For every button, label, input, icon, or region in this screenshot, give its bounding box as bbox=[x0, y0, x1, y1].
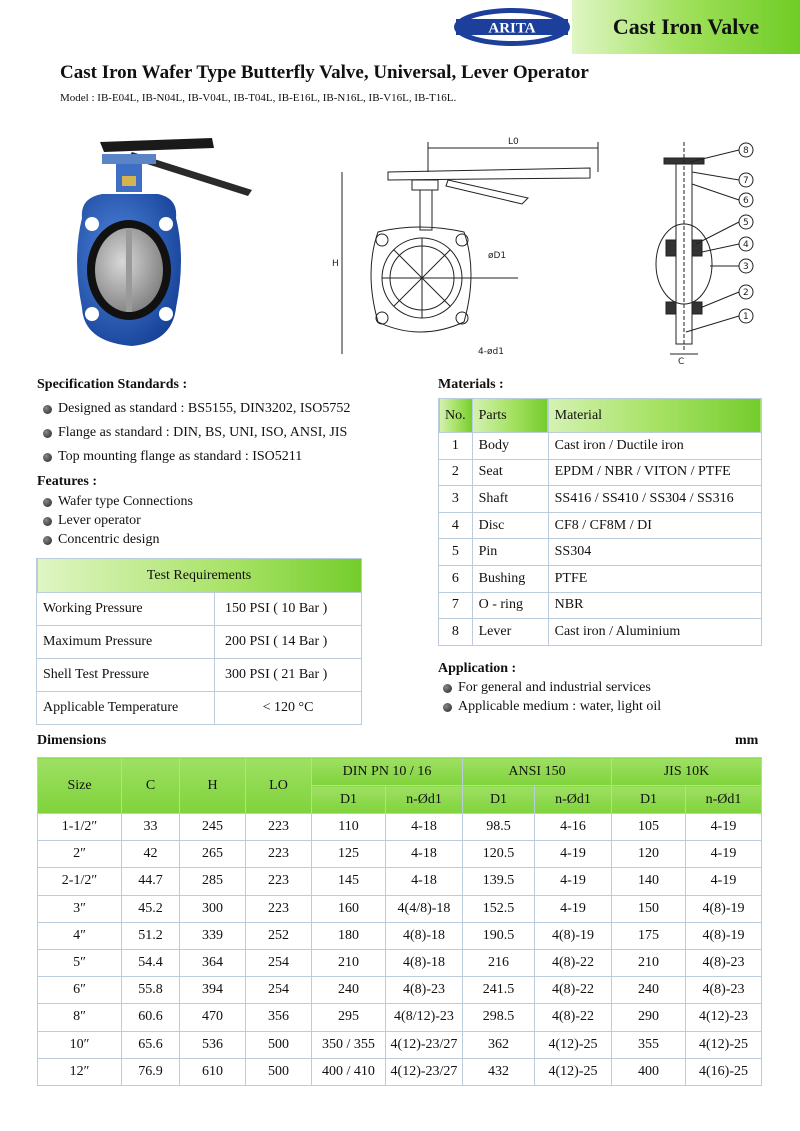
table-row bbox=[38, 1031, 762, 1058]
category-banner: Cast Iron Valve bbox=[572, 0, 800, 54]
feature-item: Lever operator bbox=[43, 513, 141, 529]
materials-heading: Materials : bbox=[438, 377, 504, 392]
dimension-cell: 4(16)-25 bbox=[686, 1058, 762, 1085]
size-cell: 3″ bbox=[38, 895, 122, 922]
table-row: Applicable Temperature < 120 °C bbox=[37, 692, 362, 725]
table-row: 3 Shaft SS416 / SS410 / SS304 / SS316 bbox=[439, 486, 762, 513]
dimensions-heading: Dimensions bbox=[37, 733, 107, 748]
dimension-cell: 51.2 bbox=[122, 922, 180, 949]
dimension-cell: 152.5 bbox=[463, 895, 535, 922]
svg-text:2: 2 bbox=[743, 288, 749, 298]
size-cell: 2-1/2″ bbox=[38, 868, 122, 895]
bullet-icon bbox=[43, 405, 52, 414]
dimension-cell: 44.7 bbox=[122, 868, 180, 895]
svg-text:L0: L0 bbox=[508, 137, 519, 147]
dimension-cell: 190.5 bbox=[463, 922, 535, 949]
dimension-cell: 120.5 bbox=[463, 841, 535, 868]
table-row bbox=[38, 841, 762, 868]
table-header-row: No. Parts Material bbox=[439, 399, 762, 433]
application-heading: Application : bbox=[438, 661, 517, 676]
dimension-cell: 180 bbox=[312, 922, 386, 949]
spec-item: Top mounting flange as standard : ISO5211 bbox=[43, 449, 302, 465]
dimension-cell: 139.5 bbox=[463, 868, 535, 895]
dimension-cell: 295 bbox=[312, 1004, 386, 1031]
spec-item: Designed as standard : BS5155, DIN3202, ISO5752 bbox=[43, 401, 350, 417]
table-row: 5 Pin SS304 bbox=[439, 539, 762, 566]
dimension-cell: 223 bbox=[246, 814, 312, 841]
spec-item: Flange as standard : DIN, BS, UNI, ISO, ANSI, JIS bbox=[43, 425, 347, 441]
features-heading: Features : bbox=[37, 474, 97, 489]
table-row: Shell Test Pressure 300 PSI ( 21 Bar ) bbox=[37, 659, 362, 692]
dimension-cell: 500 bbox=[246, 1058, 312, 1085]
dimension-cell: 254 bbox=[246, 949, 312, 976]
svg-text:C: C bbox=[678, 357, 685, 367]
table-row: Working Pressure 150 PSI ( 10 Bar ) bbox=[37, 593, 362, 626]
bullet-icon bbox=[43, 498, 52, 507]
table-row: 8 Lever Cast iron / Aluminium bbox=[439, 619, 762, 646]
dimension-cell: 216 bbox=[463, 949, 535, 976]
table-row: 2 Seat EPDM / NBR / VITON / PTFE bbox=[439, 459, 762, 486]
table-row bbox=[38, 895, 762, 922]
table-header-row: Size C H LO DIN PN 10 / 16 ANSI 150 JIS 10K bbox=[38, 758, 762, 786]
dimension-cell: 4-19 bbox=[535, 841, 612, 868]
size-cell: 5″ bbox=[38, 949, 122, 976]
valve-photo bbox=[62, 128, 282, 368]
svg-text:4-ød1: 4-ød1 bbox=[478, 347, 504, 357]
dimension-cell: 54.4 bbox=[122, 949, 180, 976]
bullet-icon bbox=[43, 429, 52, 438]
size-cell: 6″ bbox=[38, 977, 122, 1004]
table-row bbox=[38, 977, 762, 1004]
dimension-cell: 120 bbox=[612, 841, 686, 868]
svg-text:øD1: øD1 bbox=[488, 251, 507, 261]
dimension-cell: 350 / 355 bbox=[312, 1031, 386, 1058]
table-row: 7 O - ring NBR bbox=[439, 592, 762, 619]
svg-text:H: H bbox=[332, 259, 339, 269]
bullet-icon bbox=[443, 684, 452, 693]
dimension-cell: 4-19 bbox=[535, 895, 612, 922]
dimension-cell: 98.5 bbox=[463, 814, 535, 841]
dimension-cell: 4(12)-25 bbox=[535, 1031, 612, 1058]
dimension-cell: 4(8)-19 bbox=[686, 922, 762, 949]
dimension-cell: 42 bbox=[122, 841, 180, 868]
dimension-cell: 356 bbox=[246, 1004, 312, 1031]
bullet-icon bbox=[43, 517, 52, 526]
dimension-cell: 290 bbox=[612, 1004, 686, 1031]
dimension-cell: 4-19 bbox=[686, 841, 762, 868]
dimension-cell: 432 bbox=[463, 1058, 535, 1085]
table-row bbox=[38, 868, 762, 895]
materials-table bbox=[438, 398, 762, 646]
dimension-cell: 4-19 bbox=[686, 814, 762, 841]
application-item: Applicable medium : water, light oil bbox=[443, 699, 661, 715]
dimension-cell: 4(8)-22 bbox=[535, 1004, 612, 1031]
table-row: 1 Body Cast iron / Ductile iron bbox=[439, 433, 762, 460]
size-cell: 2″ bbox=[38, 841, 122, 868]
front-view-drawing bbox=[328, 132, 618, 364]
dimension-cell: 394 bbox=[180, 977, 246, 1004]
dimension-cell: 339 bbox=[180, 922, 246, 949]
feature-item: Concentric design bbox=[43, 532, 159, 548]
dimension-cell: 223 bbox=[246, 895, 312, 922]
dimension-cell: 4(8/12)-23 bbox=[386, 1004, 463, 1031]
dimensions-table bbox=[37, 757, 762, 1086]
dimension-cell: 298.5 bbox=[463, 1004, 535, 1031]
table-row bbox=[38, 922, 762, 949]
dimension-cell: 4(8)-23 bbox=[386, 977, 463, 1004]
dimension-cell: 223 bbox=[246, 868, 312, 895]
side-section-drawing bbox=[640, 132, 770, 368]
test-table-heading: Test Requirements bbox=[37, 559, 362, 593]
dimension-cell: 4(12)-23/27 bbox=[386, 1031, 463, 1058]
bullet-icon bbox=[43, 536, 52, 545]
model-list: Model : IB-E04L, IB-N04L, IB-V04L, IB-T04L, IB-E16L, IB-N16L, IB-V16L, IB-T16L. bbox=[60, 92, 457, 104]
dimension-cell: 4(8)-19 bbox=[686, 895, 762, 922]
dimension-cell: 55.8 bbox=[122, 977, 180, 1004]
dimension-cell: 610 bbox=[180, 1058, 246, 1085]
table-row: 6 Bushing PTFE bbox=[439, 565, 762, 592]
dimension-cell: 210 bbox=[312, 949, 386, 976]
dimension-cell: 76.9 bbox=[122, 1058, 180, 1085]
dimension-cell: 33 bbox=[122, 814, 180, 841]
svg-text:3: 3 bbox=[743, 262, 749, 272]
dimension-cell: 362 bbox=[463, 1031, 535, 1058]
size-cell: 4″ bbox=[38, 922, 122, 949]
svg-text:7: 7 bbox=[743, 176, 749, 186]
dimension-cell: 4(12)-25 bbox=[535, 1058, 612, 1085]
dimension-cell: 145 bbox=[312, 868, 386, 895]
dimension-cell: 4(8)-22 bbox=[535, 949, 612, 976]
size-cell: 12″ bbox=[38, 1058, 122, 1085]
dimension-cell: 65.6 bbox=[122, 1031, 180, 1058]
dimension-cell: 300 bbox=[180, 895, 246, 922]
dimension-cell: 160 bbox=[312, 895, 386, 922]
svg-text:5: 5 bbox=[743, 218, 749, 228]
dimension-cell: 254 bbox=[246, 977, 312, 1004]
dimension-cell: 150 bbox=[612, 895, 686, 922]
application-item: For general and industrial services bbox=[443, 680, 651, 696]
unit-label: mm bbox=[735, 733, 759, 748]
bullet-icon bbox=[43, 453, 52, 462]
dimension-cell: 4(8)-18 bbox=[386, 949, 463, 976]
table-row bbox=[38, 949, 762, 976]
size-cell: 10″ bbox=[38, 1031, 122, 1058]
dimension-cell: 45.2 bbox=[122, 895, 180, 922]
dimension-cell: 4(12)-25 bbox=[686, 1031, 762, 1058]
dimension-cell: 175 bbox=[612, 922, 686, 949]
svg-text:8: 8 bbox=[743, 146, 749, 156]
dimension-cell: 4(12)-23/27 bbox=[386, 1058, 463, 1085]
arita-logo bbox=[452, 6, 572, 48]
dimension-cell: 110 bbox=[312, 814, 386, 841]
dimension-cell: 470 bbox=[180, 1004, 246, 1031]
svg-text:6: 6 bbox=[743, 196, 749, 206]
dimension-cell: 4(4/8)-18 bbox=[386, 895, 463, 922]
dimension-cell: 4-16 bbox=[535, 814, 612, 841]
svg-text:ARITA: ARITA bbox=[488, 20, 536, 37]
dimension-cell: 4-18 bbox=[386, 814, 463, 841]
dimension-cell: 125 bbox=[312, 841, 386, 868]
dimension-cell: 265 bbox=[180, 841, 246, 868]
table-row: Maximum Pressure 200 PSI ( 14 Bar ) bbox=[37, 626, 362, 659]
svg-text:1: 1 bbox=[743, 312, 749, 322]
dimension-cell: 355 bbox=[612, 1031, 686, 1058]
dimension-cell: 4(8)-23 bbox=[686, 977, 762, 1004]
table-row: 4 Disc CF8 / CF8M / DI bbox=[439, 512, 762, 539]
dimension-cell: 4(12)-23 bbox=[686, 1004, 762, 1031]
page-title: Cast Iron Wafer Type Butterfly Valve, Universal, Lever Operator bbox=[60, 62, 589, 83]
dimension-cell: 4-19 bbox=[535, 868, 612, 895]
dimension-cell: 4-18 bbox=[386, 841, 463, 868]
dimension-cell: 223 bbox=[246, 841, 312, 868]
dimension-cell: 4-18 bbox=[386, 868, 463, 895]
dimension-cell: 4-19 bbox=[686, 868, 762, 895]
dimension-cell: 252 bbox=[246, 922, 312, 949]
feature-item: Wafer type Connections bbox=[43, 494, 193, 510]
dimension-cell: 500 bbox=[246, 1031, 312, 1058]
dimension-cell: 210 bbox=[612, 949, 686, 976]
dimension-cell: 240 bbox=[312, 977, 386, 1004]
dimension-cell: 285 bbox=[180, 868, 246, 895]
dimension-cell: 536 bbox=[180, 1031, 246, 1058]
dimension-cell: 4(8)-23 bbox=[686, 949, 762, 976]
dimension-cell: 240 bbox=[612, 977, 686, 1004]
dimension-cell: 245 bbox=[180, 814, 246, 841]
test-requirements-table bbox=[36, 558, 362, 725]
bullet-icon bbox=[443, 703, 452, 712]
dimension-cell: 241.5 bbox=[463, 977, 535, 1004]
dimension-cell: 140 bbox=[612, 868, 686, 895]
dimension-cell: 4(8)-19 bbox=[535, 922, 612, 949]
dimension-cell: 4(8)-18 bbox=[386, 922, 463, 949]
size-cell: 1-1/2″ bbox=[38, 814, 122, 841]
table-row bbox=[38, 1058, 762, 1085]
size-cell: 8″ bbox=[38, 1004, 122, 1031]
dimension-cell: 105 bbox=[612, 814, 686, 841]
dimension-cell: 60.6 bbox=[122, 1004, 180, 1031]
svg-text:4: 4 bbox=[743, 240, 749, 250]
dimension-cell: 4(8)-22 bbox=[535, 977, 612, 1004]
dimension-cell: 400 / 410 bbox=[312, 1058, 386, 1085]
dimension-cell: 364 bbox=[180, 949, 246, 976]
table-row bbox=[38, 1004, 762, 1031]
dimension-cell: 400 bbox=[612, 1058, 686, 1085]
table-subheader-row: D1 n-Ød1 D1 n-Ød1 D1 n-Ød1 bbox=[38, 786, 762, 814]
spec-heading: Specification Standards : bbox=[37, 377, 188, 392]
table-row bbox=[38, 814, 762, 841]
